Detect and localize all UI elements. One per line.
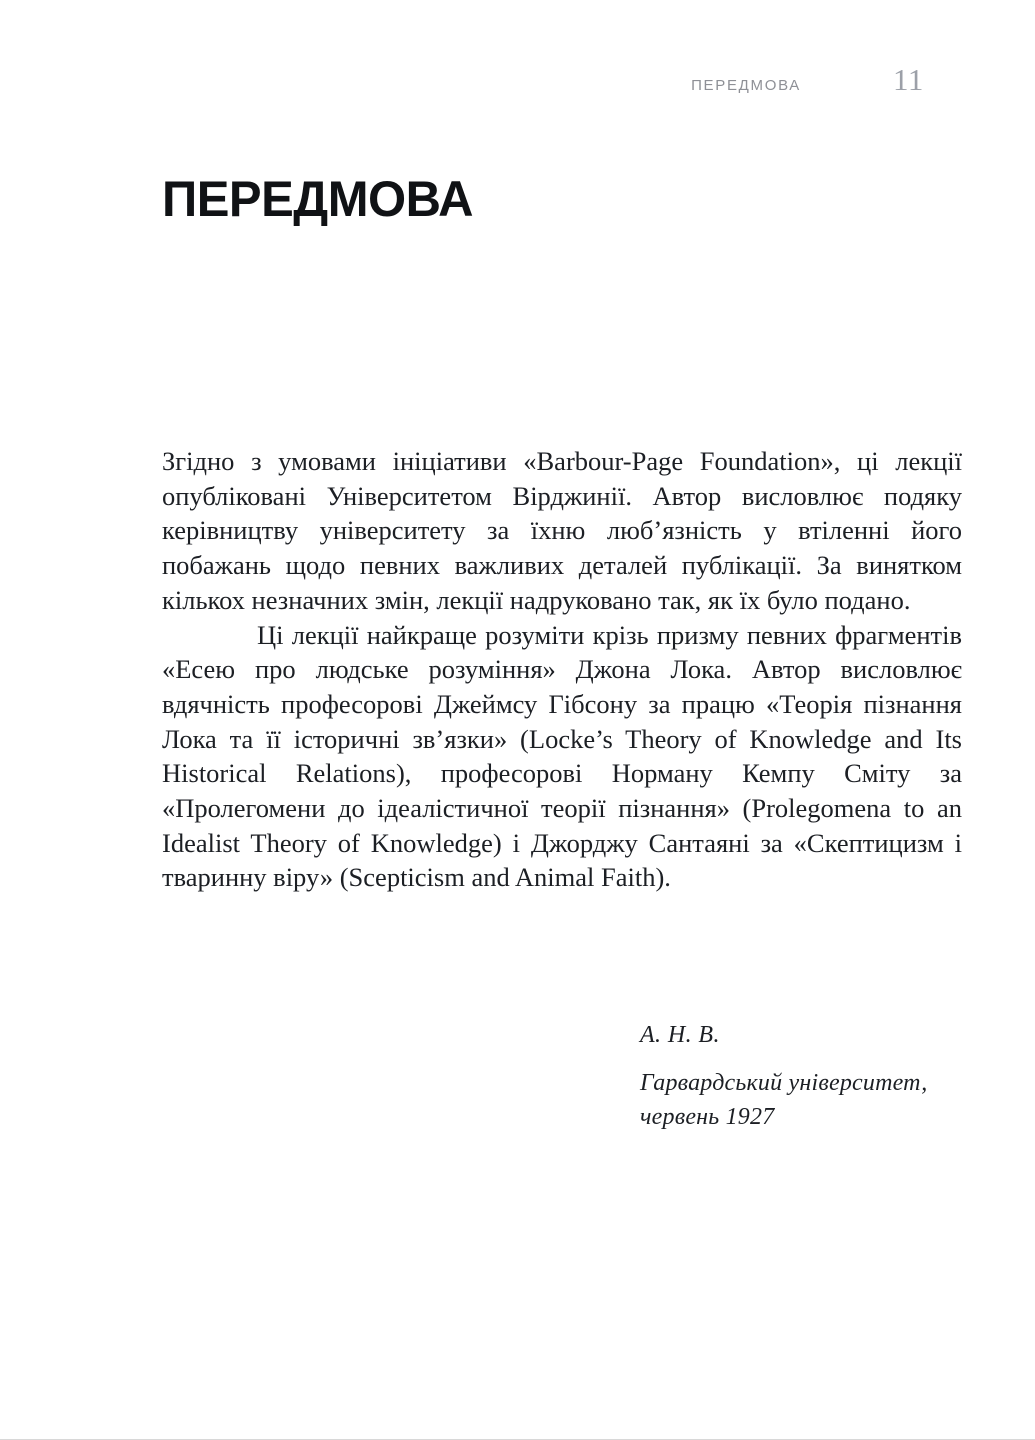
signature-affiliation: Гарвардський університет, <box>640 1070 928 1096</box>
page-number: 11 <box>893 62 924 97</box>
paragraph-first: Згідно з умовами ініціативи «Barbour-Page Foundation», ці лекції опубліковані Університетом Вірджинії. Автор висловлює подяку керівництву університету за їхню люб’язність у втіленні його побажань щодо певних важливих деталей публікації. За винятком кількох незначних змін, лекції надруковано так, як їх було подано. <box>162 446 962 615</box>
signature-initials: А. Н. В. <box>640 1022 720 1048</box>
page-title: ПЕРЕДМОВА <box>162 170 474 227</box>
paragraph-second: Ці лекції найкраще розуміти крізь призму певних фрагментів «Есею про людське розуміння» Джона Лока. Автор висловлює вдячність професорові Джеймсу Гібсону за працю «Теорія пізнання Лока та її історичні зв’язки» (Locke’s Theory of Knowledge and Its Historical Relations), професорові Норману Кемпу Сміту за «Пролегомени до ідеалістичної теорії пізнання» (Prolegomena to an Idealist Theory of Knowledge) і Джорджу Сантаяні за «Скептицизм і тваринну віру» (Scepticism and Animal Faith). <box>162 619 962 893</box>
body-text-block <box>162 444 962 895</box>
running-header <box>0 64 963 95</box>
running-header-chapter-name: ПЕРЕДМОВА <box>691 77 801 94</box>
signature-block <box>640 1018 927 1134</box>
signature-date: червень 1927 <box>640 1104 775 1130</box>
